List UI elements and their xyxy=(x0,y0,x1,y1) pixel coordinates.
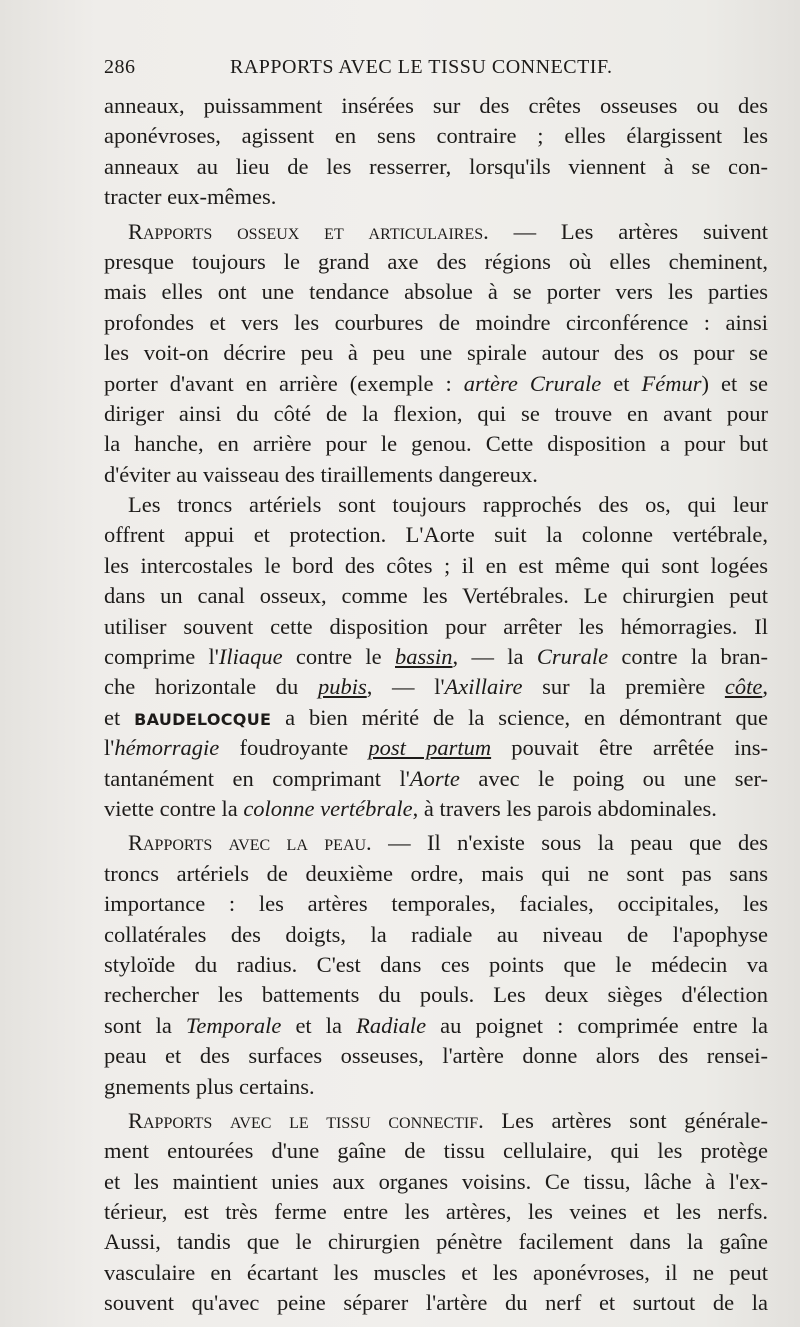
text-line: Les troncs artériels sont toujours rapprochés des os, qui leur xyxy=(128,492,768,518)
text-line: les intercostales le bord des côtes ; il en est même qui sont logées xyxy=(104,552,768,578)
text-line xyxy=(104,217,768,247)
text-line: Aussi, tandis que le chirurgien pénètre facilement dans la gaîne xyxy=(104,1229,768,1255)
line-text: — Les artères suivent xyxy=(488,218,769,244)
line-text: — Il n'existe sous la peau que des xyxy=(371,830,768,856)
text-line: et les maintient unies aux organes voisins. Ce tissu, lâche à l'ex- xyxy=(104,1168,768,1194)
text-line: styloïde du radius. C'est dans ces points que le médecin va xyxy=(104,951,768,977)
text-line xyxy=(104,828,768,858)
body-text xyxy=(104,91,768,1319)
text-line: offrent appui et protection. L'Aorte suit la colonne vertébrale, xyxy=(104,522,768,548)
text-line: et BAUDELOCQUE a bien mérité de la science, en démontrant que xyxy=(104,704,768,730)
text-line: collatérales des doigts, la radiale au niveau de l'apophyse xyxy=(104,921,768,947)
text-line: porter d'avant en arrière (exemple : artère Crurale et Fémur) et se xyxy=(104,370,768,396)
text-line: comprime l'Iliaque contre le bassin, — la Crurale contre la bran- xyxy=(104,644,768,670)
text-line: d'éviter au vaisseau des tiraillements dangereux. xyxy=(104,461,538,487)
text-line: gnements plus certains. xyxy=(104,1073,315,1099)
text-line: dans un canal osseux, comme les Vertébrales. Le chirurgien peut xyxy=(104,583,768,609)
text-line: peau et des surfaces osseuses, l'artère donne alors des rensei- xyxy=(104,1043,768,1069)
text-line: la hanche, en arrière pour le genou. Cette disposition a pour but xyxy=(104,431,768,457)
text-line: rechercher les battements du pouls. Les deux sièges d'élection xyxy=(104,982,768,1008)
text-line: ment entourées d'une gaîne de tissu cellulaire, qui les protège xyxy=(104,1138,768,1164)
text-line: sont la Temporale et la Radiale au poignet : comprimée entre la xyxy=(104,1012,769,1038)
text-line: l'hémorragie foudroyante post partum pouvait être arrêtée ins- xyxy=(104,735,768,761)
text-line: vasculaire en écartant les muscles et les aponévroses, il ne peut xyxy=(104,1259,768,1285)
text-line: diriger ainsi du côté de la flexion, qui se trouve en avant pour xyxy=(104,400,768,426)
section-heading: Rapports avec le tissu connectif. xyxy=(128,1107,484,1133)
page-number: 286 xyxy=(104,56,136,78)
section-heading: Rapports osseux et articulaires. xyxy=(128,218,489,244)
text-line: presque toujours le grand axe des régions où elles cheminent, xyxy=(104,248,768,274)
text-line xyxy=(104,1106,768,1136)
text-line: térieur, est très ferme entre les artères, les veines et les nerfs. xyxy=(104,1199,768,1225)
text-line: importance : les artères temporales, faciales, occipitales, les xyxy=(104,891,768,917)
line-text: Les artères sont générale- xyxy=(483,1107,768,1133)
text-line: les voit-on décrire peu à peu une spirale autour des os pour se xyxy=(104,340,768,366)
text-line: anneaux, puissamment insérées sur des crêtes osseuses ou des xyxy=(104,93,768,118)
text-line: troncs artériels de deuxième ordre, mais qui ne sont pas sans xyxy=(104,860,768,886)
text-line: profondes et vers les courbures de moindre circonférence : ainsi xyxy=(104,309,768,335)
section-heading: Rapports avec la peau. xyxy=(128,830,372,856)
running-head xyxy=(104,56,768,86)
text-line: tantanément en comprimant l'Aorte avec le poing ou une ser- xyxy=(104,765,768,791)
text-line: anneaux au lieu de les resserrer, lorsqu'ils viennent à se con- xyxy=(104,153,768,179)
text-line: utiliser souvent cette disposition pour arrêter les hémorragies. Il xyxy=(104,613,768,639)
text-line: tracter eux-mêmes. xyxy=(104,184,277,210)
text-line: viette contre la colonne vertébrale, à travers les parois abdominales. xyxy=(104,795,717,821)
text-line: che horizontale du pubis, — l'Axillaire sur la première côte, xyxy=(104,674,768,700)
text-line: aponévroses, agissent en sens contraire ; elles élargissent les xyxy=(104,123,768,149)
running-head-title: RAPPORTS AVEC LE TISSU CONNECTIF. xyxy=(230,56,613,78)
text-line: mais elles ont une tendance absolue à se porter vers les parties xyxy=(104,279,768,305)
text-line: souvent qu'avec peine séparer l'artère du nerf et surtout de la xyxy=(104,1290,768,1316)
